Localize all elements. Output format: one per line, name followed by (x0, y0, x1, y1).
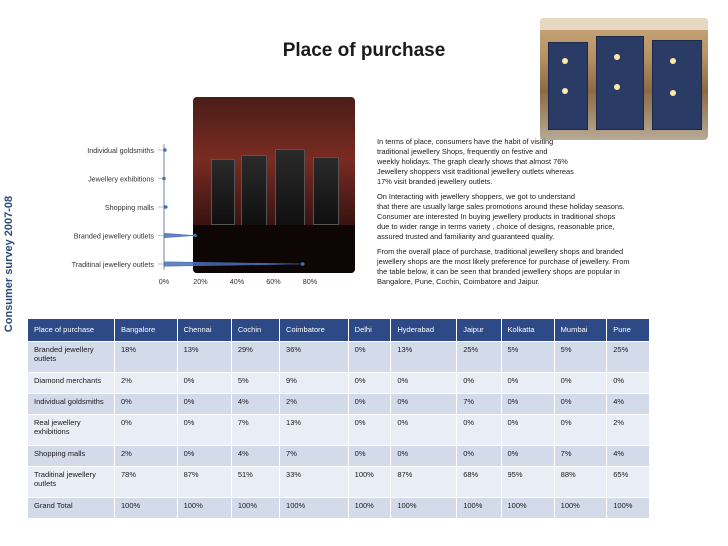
description-text (377, 137, 647, 292)
category-label: Branded jewellery outlets (73, 231, 154, 241)
table-cell: 4% (607, 394, 650, 415)
category-label: Traditinal jewellery outlets (71, 260, 154, 269)
table-cell: 100% (115, 498, 178, 519)
category-label: Shopping malls (104, 203, 154, 212)
table-cell: 13% (280, 415, 349, 446)
table-header-row (28, 319, 650, 342)
header-cell: Hyderabad (391, 319, 457, 342)
table-cell: 4% (231, 394, 279, 415)
category-label: Individual goldsmiths (87, 146, 154, 155)
table-cell: 0% (348, 342, 391, 373)
table-cell: 100% (391, 498, 457, 519)
table-cell: 78% (115, 467, 178, 498)
table-cell: 87% (391, 467, 457, 498)
table-cell: 0% (348, 394, 391, 415)
table-cell: 0% (457, 415, 501, 446)
table-cell: 0% (177, 373, 231, 394)
x-tick-label: 40% (229, 277, 245, 286)
header-cell: Cochin (231, 319, 279, 342)
header-cell: Mumbai (554, 319, 607, 342)
x-tick-label: 20% (193, 277, 208, 286)
paragraph-3: From the overall place of purchase, traditional jewellery shops and branded jewellery shops are the most likely preference for purchase of jewellery. From the table below, it can be seen that branded jewellery shops are popular in Bangalore, Pune, Cochin, Coimbatore and Jaipur. (377, 247, 630, 286)
table-cell: 0% (177, 394, 231, 415)
table-cell: 0% (391, 373, 457, 394)
table-cell: 4% (607, 446, 650, 467)
table-cell: 7% (457, 394, 501, 415)
header-cell: Pune (607, 319, 650, 342)
table-cell: Branded jewellery outlets (28, 342, 115, 373)
table-cell: 5% (554, 342, 607, 373)
table-cell: 2% (115, 446, 178, 467)
paragraph-2: On Interacting with jewellery shoppers, we got to understand that there are usually large sales promotions around these holiday seasons. Consumer are interested In buying jewellery products in traditional shops due to wider range in terms variety , choice of designs, reasonable price, assured trusted and familiarity and guaranteed quality. (377, 192, 625, 241)
table-cell: 100% (457, 498, 501, 519)
table-cell: 0% (457, 446, 501, 467)
purchase-table (28, 319, 650, 519)
table-row (28, 446, 650, 467)
table-cell: 100% (554, 498, 607, 519)
header-cell: Kolkatta (501, 319, 554, 342)
table-cell: Real jewellery exhibitions (28, 415, 115, 446)
table-cell: 7% (231, 415, 279, 446)
data-point (301, 262, 305, 266)
table-row (28, 373, 650, 394)
data-point (163, 148, 167, 152)
table-cell: 0% (177, 446, 231, 467)
data-point (193, 234, 197, 238)
header-cell: Jaipur (457, 319, 501, 342)
table-cell: 0% (554, 373, 607, 394)
side-label: Consumer survey 2007-08 (3, 195, 15, 333)
table-cell: 88% (554, 467, 607, 498)
table-cell: Grand Total (28, 498, 115, 519)
table-cell: 5% (231, 373, 279, 394)
table-cell: Shopping malls (28, 446, 115, 467)
page-title: Place of purchase (282, 40, 446, 61)
table-cell: 0% (391, 394, 457, 415)
table-cell: 100% (501, 498, 554, 519)
table-cell: 0% (391, 446, 457, 467)
header-cell: Delhi (348, 319, 391, 342)
header-cell: Bangalore (115, 319, 178, 342)
table-cell: 0% (501, 373, 554, 394)
table-cell: 0% (115, 415, 178, 446)
table-cell: 13% (391, 342, 457, 373)
table-cell: 0% (554, 415, 607, 446)
table-cell: 68% (457, 467, 501, 498)
table-cell: 7% (554, 446, 607, 467)
table-cell: 2% (115, 373, 178, 394)
paragraph-1: In terms of place, consumers have the habit of visiting traditional jewellery Shops, frequently on festive and weekly holidays. The graph clearly shows that almost 76% Jewellery shoppers visit traditional jewellery outlets whereas 17% visit branded jewellery outlets. (377, 137, 574, 186)
table-cell: 100% (177, 498, 231, 519)
table-row (28, 415, 650, 446)
table-cell: 36% (280, 342, 349, 373)
shop-interior-photo (540, 18, 708, 140)
place-of-purchase-chart (28, 140, 328, 300)
table-cell: 51% (231, 467, 279, 498)
x-tick-label: 0% (158, 277, 170, 286)
data-point (164, 205, 168, 209)
table-cell: 0% (348, 373, 391, 394)
table-row (28, 498, 650, 519)
table-cell: 0% (501, 446, 554, 467)
data-point (162, 177, 166, 181)
table-cell: 13% (177, 342, 231, 373)
table-cell: 100% (280, 498, 349, 519)
header-cell: Chennai (177, 319, 231, 342)
table-cell: 0% (391, 415, 457, 446)
table-cell: 5% (501, 342, 554, 373)
table-cell: 0% (177, 415, 231, 446)
table-cell: 0% (457, 373, 501, 394)
table-cell: 65% (607, 467, 650, 498)
table-cell: 7% (280, 446, 349, 467)
header-cell: Coimbatore (280, 319, 349, 342)
x-tick-label: 80% (302, 277, 318, 286)
table-cell: 100% (231, 498, 279, 519)
table-row (28, 467, 650, 498)
table-cell: 0% (115, 394, 178, 415)
table-cell: 25% (457, 342, 501, 373)
table-cell: 2% (280, 394, 349, 415)
table-cell: 0% (501, 415, 554, 446)
category-label: Jewellery exhibitions (88, 174, 154, 184)
table-cell: 100% (607, 498, 650, 519)
table-cell: Diamond merchants (28, 373, 115, 394)
table-cell: 100% (348, 498, 391, 519)
header-cell: Place of purchase (28, 319, 115, 342)
table-cell: 4% (231, 446, 279, 467)
table-cell: Individual goldsmiths (28, 394, 115, 415)
table-cell: 25% (607, 342, 650, 373)
table-cell: 0% (348, 446, 391, 467)
table-cell: 9% (280, 373, 349, 394)
table-row (28, 342, 650, 373)
table-cell: 2% (607, 415, 650, 446)
table-cell: 0% (501, 394, 554, 415)
table-cell: 18% (115, 342, 178, 373)
table-cell: 95% (501, 467, 554, 498)
table-cell: 100% (348, 467, 391, 498)
table-cell: 0% (607, 373, 650, 394)
table-cell: 29% (231, 342, 279, 373)
series-area (164, 146, 303, 268)
table-row (28, 394, 650, 415)
x-tick-label: 60% (266, 277, 281, 286)
table-cell: 0% (348, 415, 391, 446)
table-cell: Traditinal jewellery outlets (28, 467, 115, 498)
table-cell: 87% (177, 467, 231, 498)
table-cell: 33% (280, 467, 349, 498)
table-cell: 0% (554, 394, 607, 415)
